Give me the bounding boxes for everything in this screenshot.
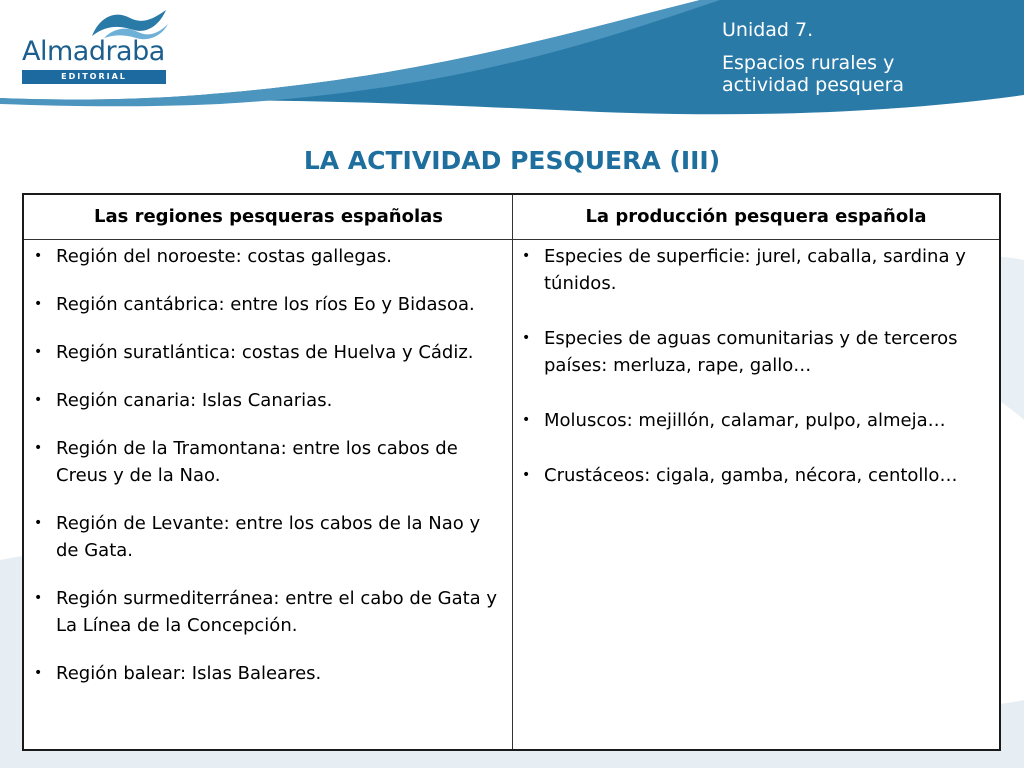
unit-title: Unidad 7. — [722, 19, 814, 41]
list-item: • Crustáceos: cigala, gamba, nécora, centollo… — [522, 462, 992, 489]
list-item: • Región de la Tramontana: entre los cabos de Creus y de la Nao. — [34, 435, 504, 489]
publisher-logo — [20, 8, 170, 80]
header-regions: Las regiones pesqueras españolas — [24, 195, 513, 240]
unit-subtitle — [722, 52, 1012, 96]
regions-list — [34, 243, 504, 708]
list-item: • Región cantábrica: entre los ríos Eo y Bidasoa. — [34, 291, 504, 318]
list-item: • Región balear: Islas Baleares. — [34, 660, 504, 687]
header-production: La producción pesquera española — [513, 195, 999, 240]
list-item: • Región canaria: Islas Canarias. — [34, 387, 504, 414]
list-item: • Moluscos: mejillón, calamar, pulpo, almeja… — [522, 407, 992, 434]
content-table — [22, 193, 1001, 751]
logo-wordmark: Almadraba — [22, 36, 165, 67]
list-item: • Región surmediterránea: entre el cabo de Gata y La Línea de la Concepción. — [34, 585, 504, 639]
page-title: LA ACTIVIDAD PESQUERA (III) — [303, 146, 721, 175]
production-list — [522, 243, 992, 517]
list-item: • Región del noroeste: costas gallegas. — [34, 243, 504, 270]
unit-subtitle-line1: Espacios rurales y — [722, 52, 895, 74]
unit-subtitle-line2: actividad pesquera — [722, 74, 905, 96]
list-item: • Región suratlántica: costas de Huelva y Cádiz. — [34, 339, 504, 366]
list-item: • Especies de superficie: jurel, caballa, sardina y túnidos. — [522, 243, 992, 297]
logo-tagline: EDITORIAL — [22, 70, 166, 84]
list-item: • Especies de aguas comunitarias y de terceros países: merluza, rape, gallo… — [522, 325, 992, 379]
list-item: • Región de Levante: entre los cabos de la Nao y de Gata. — [34, 510, 504, 564]
unit-info — [722, 18, 1012, 96]
column-divider — [512, 195, 513, 749]
